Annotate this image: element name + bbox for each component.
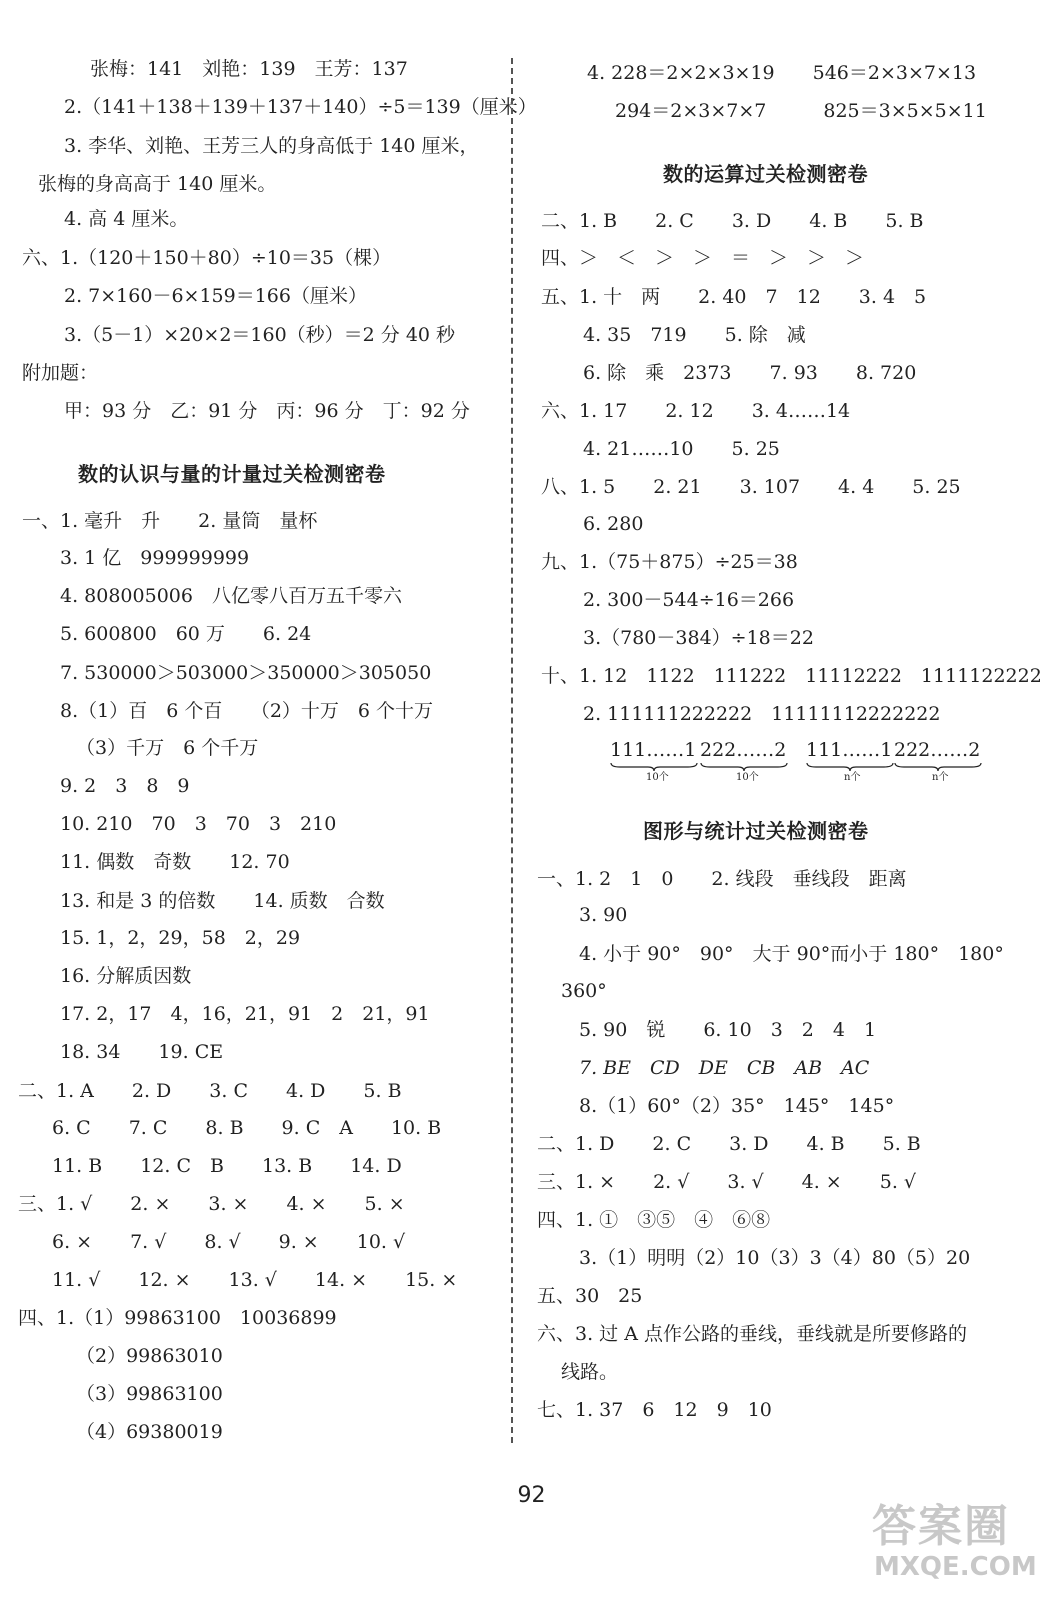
- answer-line: 甲：93 分 乙：91 分 丙：96 分 丁：92 分: [64, 400, 470, 422]
- answer-line: 线路。: [561, 1361, 619, 1383]
- answer-line: 4. 808005006 八亿零八百万五千零六: [60, 585, 402, 607]
- answer-line: 4. 228＝2×2×3×19 546＝2×3×7×13: [587, 62, 977, 84]
- answer-line: 11. √ 12. × 13. √ 14. × 15. ×: [52, 1269, 458, 1291]
- answer-line: 294＝2×3×7×7 825＝3×5×5×11: [615, 100, 987, 122]
- answer-line: 十、1. 12 1122 111222 11112222 1111122222: [541, 665, 1042, 687]
- underbrace-text: 222……2: [894, 739, 981, 761]
- answer-line: 四、＞ ＜ ＞ ＞ ＝ ＞ ＞ ＞: [541, 247, 865, 269]
- underbrace-group: [610, 738, 698, 783]
- answer-line: 17. 2，17 4，16，21，91 2 21，91: [60, 1003, 430, 1025]
- underbrace-text: 111……1: [806, 739, 893, 761]
- answer-line: 4. 小于 90° 90° 大于 90°而小于 180° 180°: [579, 943, 1004, 965]
- underbrace-label: 10个: [646, 772, 669, 783]
- answer-line: （3）千万 6 个千万: [76, 737, 259, 759]
- answer-line: 二、1. A 2. D 3. C 4. D 5. B: [18, 1080, 402, 1102]
- watermark-logo: [868, 1490, 1053, 1590]
- answer-line: 一、1. 毫升 升 2. 量筒 量杯: [22, 510, 318, 532]
- answer-line: 4. 21……10 5. 25: [583, 438, 780, 460]
- section-heading: 数的运算过关检测密卷: [663, 162, 868, 186]
- answer-line: 3. 90: [579, 904, 628, 926]
- answer-line: 6. 除 乘 2373 7. 93 8. 720: [583, 362, 917, 384]
- column-divider: [511, 58, 513, 1443]
- answer-line: 三、1. × 2. √ 3. √ 4. × 5. √: [537, 1171, 916, 1193]
- underbrace-label: 10个: [736, 772, 759, 783]
- answer-line: 九、1.（75＋875）÷25＝38: [541, 551, 798, 573]
- answer-line: 4. 高 4 厘米。: [64, 208, 189, 230]
- watermark-url: MXQE.COM: [874, 1552, 1037, 1582]
- underbrace-group: [700, 738, 788, 783]
- underbrace-group: [806, 738, 894, 783]
- underbrace-text: 222……2: [700, 739, 787, 761]
- underbrace-label: n个: [844, 772, 861, 783]
- answer-line: 8.（1）百 6 个百 （2）十万 6 个十万: [60, 700, 434, 722]
- answer-line: 2. 7×160－6×159＝166（厘米）: [64, 285, 367, 307]
- answer-line: 六、1. 17 2. 12 3. 4……14: [541, 400, 851, 422]
- answer-line: 5. 600800 60 万 6. 24: [60, 623, 312, 645]
- answer-line: 16. 分解质因数: [60, 965, 192, 987]
- answer-line: 六、3. 过 A 点作公路的垂线，垂线就是所要修路的: [537, 1323, 967, 1345]
- answer-line: 6. × 7. √ 8. √ 9. × 10. √: [52, 1231, 406, 1253]
- underbrace-label: n个: [932, 772, 949, 783]
- answer-line: 7. 530000＞503000＞350000＞305050: [60, 662, 432, 684]
- answer-line: 360°: [561, 980, 607, 1002]
- answer-line: 八、1. 5 2. 21 3. 107 4. 4 5. 25: [541, 476, 961, 498]
- answer-line: 9. 2 3 8 9: [60, 775, 190, 797]
- answer-line: 张梅：141 刘艳：139 王芳：137: [90, 58, 408, 80]
- answer-line: 一、1. 2 1 0 2. 线段 垂线段 距离: [537, 868, 907, 890]
- section-heading: 图形与统计过关检测密卷: [643, 819, 869, 843]
- underbrace-text: 111……1: [610, 739, 697, 761]
- section-heading: 数的认识与量的计量过关检测密卷: [78, 462, 386, 486]
- answer-line: 15. 1，2，29，58 2，29: [60, 927, 301, 949]
- answer-line: 五、30 25: [537, 1285, 643, 1307]
- answer-line: 18. 34 19. CE: [60, 1041, 224, 1063]
- answer-line: 四、1. ① ③⑤ ④ ⑥⑧: [537, 1209, 771, 1231]
- answer-line: 二、1. B 2. C 3. D 4. B 5. B: [541, 210, 924, 232]
- answer-line: 11. B 12. C B 13. B 14. D: [52, 1155, 402, 1177]
- answer-line: 10. 210 70 3 70 3 210: [60, 813, 337, 835]
- answer-line: 3. 1 亿 999999999: [60, 547, 250, 569]
- answer-line: 13. 和是 3 的倍数 14. 质数 合数: [60, 890, 385, 912]
- answer-line: 3.（780－384）÷18＝22: [583, 627, 814, 649]
- answer-line: 二、1. D 2. C 3. D 4. B 5. B: [537, 1133, 921, 1155]
- answer-line: （4）69380019: [76, 1421, 223, 1443]
- answer-line: 6. C 7. C 8. B 9. C A 10. B: [52, 1117, 442, 1139]
- answer-line: 7. BE CD DE CB AB AC: [579, 1057, 870, 1079]
- answer-line: 6. 280: [583, 513, 644, 535]
- underbrace-group: [894, 738, 982, 783]
- answer-line: 六、1.（120＋150＋80）÷10＝35（棵）: [22, 247, 392, 269]
- answer-line: 附加题：: [22, 362, 99, 384]
- answer-line: 三、1. √ 2. × 3. × 4. × 5. ×: [18, 1193, 405, 1215]
- answer-line: 四、1.（1）99863100 10036899: [18, 1307, 337, 1329]
- watermark-title: 答案圈: [872, 1501, 1010, 1552]
- answer-line: 2. 111111222222 11111112222222: [583, 703, 941, 725]
- answer-line: （3）99863100: [76, 1383, 223, 1405]
- answer-line: 5. 90 锐 6. 10 3 2 4 1: [579, 1019, 877, 1041]
- answer-line: 3.（5－1）×20×2＝160（秒）＝2 分 40 秒: [64, 324, 456, 346]
- answer-line: 张梅的身高高于 140 厘米。: [38, 173, 277, 195]
- answer-line: 七、1. 37 6 12 9 10: [537, 1399, 772, 1421]
- answer-line: 3. 李华、刘艳、王芳三人的身高低于 140 厘米，: [64, 135, 479, 157]
- answer-line: 11. 偶数 奇数 12. 70: [60, 851, 290, 873]
- answer-line: 4. 35 719 5. 除 减: [583, 324, 806, 346]
- answer-line: 五、1. 十 两 2. 40 7 12 3. 4 5: [541, 286, 927, 308]
- answer-line: 2.（141＋138＋139＋137＋140）÷5＝139（厘米）: [64, 96, 537, 118]
- answer-line: 3.（1）明明（2）10（3）3（4）80（5）20: [579, 1247, 971, 1269]
- answer-line: 8.（1）60°（2）35° 145° 145°: [579, 1095, 895, 1117]
- answer-line: （2）99863010: [76, 1345, 223, 1367]
- page-number: 92: [517, 1483, 546, 1508]
- answer-line: 2. 300－544÷16＝266: [583, 589, 795, 611]
